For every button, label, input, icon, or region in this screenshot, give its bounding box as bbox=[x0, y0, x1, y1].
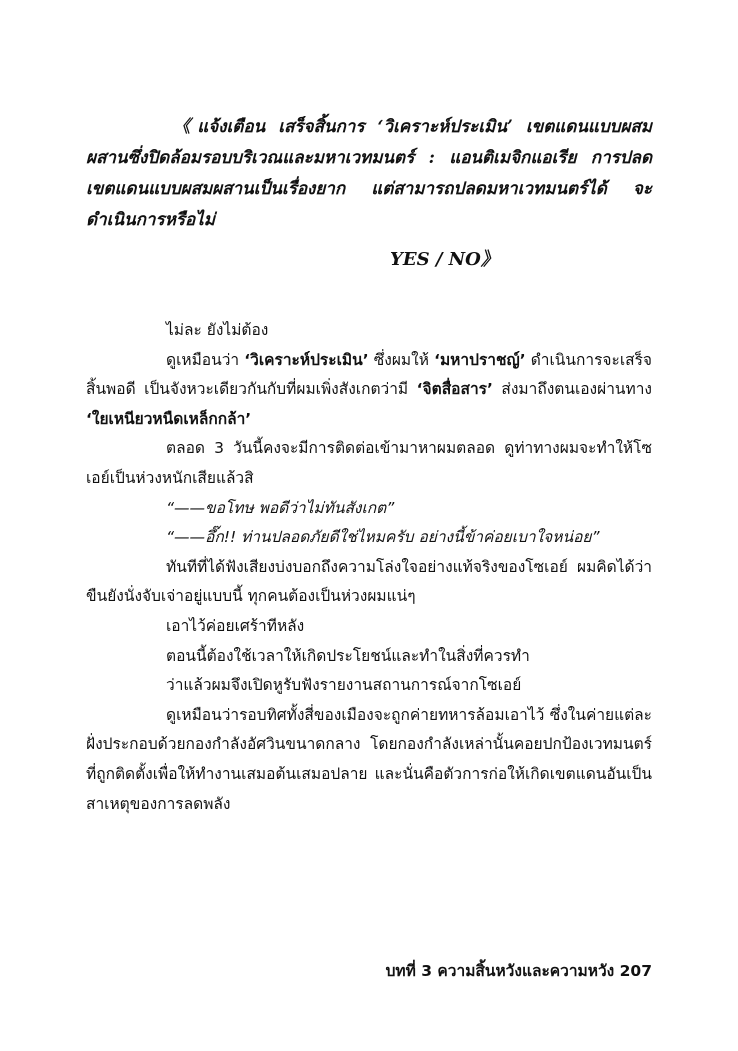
paragraph-9: ว่าแล้วผมจึงเปิดหูรับฟังรายงานสถานการณ์จากโซเอย์ bbox=[166, 676, 522, 695]
page-footer: บทที่ 3 ความสิ้นหวังและความหวัง 207 bbox=[385, 962, 652, 980]
paragraph-3: ตลอด 3 วันนี้คงจะมีการติดต่อเข้ามาหาผมตลอด ดูท่าทางผมจะทำให้โซเอย์เป็นห่วงหนักเสียแล้วสิ bbox=[86, 439, 652, 487]
body-text bbox=[86, 316, 652, 819]
p2-text-a: ดูเหมือนว่า bbox=[166, 350, 245, 369]
dialogue-1: “——ขอโทษ พอดีว่าไม่ทันสังเกต” bbox=[166, 498, 395, 517]
p2-text-c: ซึ่งผมให้ bbox=[368, 350, 435, 369]
term-steel-thread: ‘ใยเหนียวหนืดเหล็กกล้า’ bbox=[86, 409, 252, 428]
p2-text-e: ดำเนินการจะเสร็จสิ้นพอดี เป็นจังหวะเดียวกันกับที่ผมเพิ่งสังเกตว่ามี bbox=[86, 350, 652, 399]
system-notice bbox=[86, 112, 652, 270]
paragraph-8: ตอนนี้ต้องใช้เวลาให้เกิดประโยชน์และทำในสิ่งที่ควรทำ bbox=[166, 646, 530, 665]
paragraph-2 bbox=[86, 346, 652, 435]
p2-text-g: ส่งมาถึงตนเองผ่านทาง bbox=[492, 380, 652, 399]
term-analysis: ‘วิเคราะห์ประเมิน’ bbox=[244, 350, 369, 369]
term-great-sage: ‘มหาปราชญ์’ bbox=[434, 350, 526, 369]
notice-text: 《แจ้งเตือน เสร็จสิ้นการ ‘วิเคราะห์ประเมิน’ เขตแดนแบบผสมผสานซึ่งปิดล้อมรอบบริเวณและมหาเวทมนตร์ : แอนติเมจิกแอเรีย การปลดเขตแดนแบบผสมผสานเป็นเรื่องยาก แต่สามารถปลดมหาเวทมนตร์ได้ จะดำเนินการหรือไม่ bbox=[86, 117, 652, 230]
paragraph-6: ทันทีที่ได้ฟังเสียงบ่งบอกถึงความโล่งใจอย่างแท้จริงของโซเอย์ ผมคิดได้ว่าขืนยังนั่งจับเจ่าอยู่แบบนี้ ทุกคนต้องเป็นห่วงผมแน่ๆ bbox=[86, 557, 652, 606]
paragraph-7: เอาไว้ค่อยเศร้าทีหลัง bbox=[166, 616, 305, 635]
dialogue-2: “——อึ๊ก!! ท่านปลอดภัยดีใช่ไหมครับ อย่างนี้ข้าค่อยเบาใจหน่อย” bbox=[166, 528, 600, 547]
paragraph-1: ไม่ละ ยังไม่ต้อง bbox=[166, 321, 269, 339]
yes-no-choice: YES / NO》 bbox=[390, 249, 499, 270]
paragraph-10: ดูเหมือนว่ารอบทิศทั้งสี่ของเมืองจะถูกค่ายทหารล้อมเอาไว้ ซึ่งในค่ายแต่ละฝั่งประกอบด้วยกองกำลังอัศวินขนาดกลาง โดยกองกำลังเหล่านั้นคอยปกป้องเวทมนตร์ที่ถูกติดตั้งเพื่อให้ทำงานเสมอต้นเสมอปลาย และนั่นคือตัวการก่อให้เกิดเขตแดนอันเป็นสาเหตุของการลดพลัง bbox=[86, 705, 652, 813]
term-telepathy: ‘จิตสื่อสาร’ bbox=[416, 380, 493, 399]
